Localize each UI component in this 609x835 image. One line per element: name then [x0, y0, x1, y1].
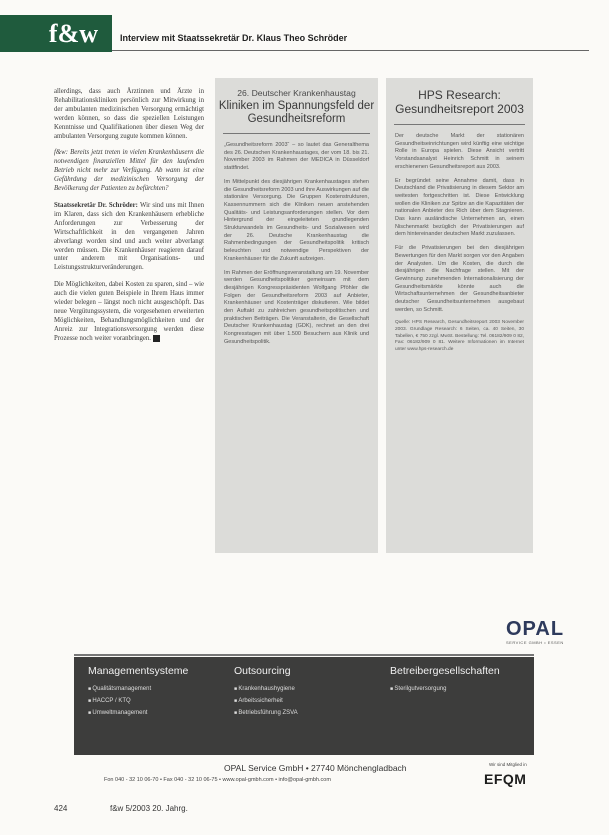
box-eyebrow: 26. Deutscher Krankenhaustag	[237, 88, 356, 98]
ad-column-outsourcing	[234, 665, 298, 719]
ad-column-heading: Outsourcing	[234, 665, 291, 677]
ad-list-item: ■ Umweltmanagement	[88, 707, 188, 719]
page-header-title: Interview mit Staatssekretär Dr. Klaus Theo Schröder	[120, 33, 348, 43]
box-divider	[223, 133, 370, 134]
ad-list-item: ■ Qualitätsmanagement	[88, 683, 188, 695]
answer-text-2: Die Möglichkeiten, dabei Kosten zu sparen, sind – wie auch die vielen guten Beispiele in Ihrem Haus immer wieder belegen – längst noch nicht ausgeschöpft. Das neue Vergütungssystem, die vorgesehenen erweiterten Möglichkeiten, Behandlungsmöglichkeiten und der Anreiz zur Integrationsversorgung werden diese Prozesse noch weiter voranbringen.	[54, 281, 204, 342]
efqm-logo: EFQM	[484, 771, 527, 787]
issue-info: f&w 5/2003 20. Jahrg.	[110, 804, 188, 813]
ad-list-item: ■ Betriebsführung ZSVA	[234, 707, 298, 719]
journal-logo: f&w	[0, 15, 112, 52]
box-body	[386, 133, 533, 314]
ad-list-item: ■ Sterilgutversorgung	[390, 683, 500, 695]
advertisement-banner	[74, 657, 534, 755]
ad-list-item: ■ Krankenhaushygiene	[234, 683, 298, 695]
ad-list-item: ■ Arbeitssicherheit	[234, 695, 298, 707]
answer-text: Wir sind uns mit Ihnen im Klaren, dass sich den Krankenhäusern erhebliche Anforderungen zur Verbesserung der Wirtschaftlichkeit in den vergangenen Jahren abverlangt worden sind und auch weiter abverlangt werden müssen. Die Krankenhäuser reagieren darauf unter anderem mit Organisations- und Leistungsstrukturveränderungen.	[54, 201, 204, 272]
box-body	[215, 142, 378, 347]
ad-divider	[74, 654, 534, 656]
box-paragraph: Der deutsche Markt der stationären Gesundheitseinrichtungen wird künftig eine wichtige Rolle in Europa spielen. Diese Ansicht vertritt Vorstandsanalyst Heinrich Schmitt in seinem erschienenen Gesundheitsreport aus 2003.	[395, 133, 524, 170]
box-headline: Kliniken im Spannungsfeld der Gesundheitsreform	[218, 100, 375, 125]
box-paragraph: Im Mittelpunkt des diesjährigen Krankenhaustages stehen die Gesundheitsreform 2003 und ihre Auswirkungen auf die stationäre Versorgung. Die Gruppen Kostenstrukturen, Kassennummern sich die Kliniken neuen anstehenden Qualitäts- und Leistungsanforderungen stellen. Vor dem Hintergrund der eingeleiteten grundlegenden Strukturwandels im Gesundheits- und Sozialwesen wird der 26. Deutsche Krankenhaustag die Rahmenbedingungen der Gesundheitspolitik kritisch beleuchten und notwendige Perspektiven der Krankenhäuser für die Zukunft aufzeigen.	[224, 178, 369, 262]
ad-column-heading: Betreibergesellschaften	[390, 665, 500, 677]
page-number: 424	[54, 804, 68, 813]
opal-logo-subline: SERVICE GMBH • ESSEN	[506, 640, 564, 645]
interview-paragraph-2	[54, 281, 204, 343]
box-divider	[394, 124, 525, 125]
box-paragraph: Im Rahmen der Eröffnungsveranstaltung am 19. November werden Gesundheitspolitiker gemeinsam mit dem diesjährigen Kongresspräsidenten Wolfgang Pföhler die Folgen der Gesundheitsreform 2003 auf Anbieter, Krankenhäuser und Kostenträger diskutieren. Wie bildet den Auftakt zu zahlreichen gesundheitspolitischen und praktischen Beiträgen. Die Veranstalterin, die Gesellschaft Deutscher Krankenhaustag (GDK), rechnet an den drei Kongresstagen mit über 1.500 Besuchern aus Klinik und Gesundheitspolitik.	[224, 269, 369, 345]
box-paragraph: „Gesundheitsreform 2003“ – so lautet das Generalthema des 26. Deutschen Krankenhaustages, der vom 18. bis 21. November 2003 im Rahmen der MEDICA in Düsseldorf stattfindet.	[224, 142, 369, 172]
ad-column-betreiber	[390, 665, 500, 695]
article-end-mark	[153, 335, 160, 342]
sidebar-box-krankenhaustag	[215, 78, 378, 553]
header-divider	[112, 50, 589, 51]
ad-column-heading: Managementsysteme	[88, 665, 189, 677]
interview-column	[54, 88, 204, 352]
source-text: Quelle: HPS Research, Gesundheitsreport 2003 November 2003. Grundlage Research: 6 Seiten, ca. 40 Seiten, 30 Tabellen, € 750 zzgl. MwSt. Bestellung: Tel. 06182/909 0 82, Fax: 06182/909 0 81. Weitere Informationen im Internet unter www.hps-research.de	[395, 320, 524, 352]
interview-question: f&w: Bereits jetzt treten in vielen Krankenhäusern die notwendigen finanziellen Mittel für den laufenden Betrieb nicht mehr zur Verfügung. Ab wann ist eine Gefährdung der medizinischen Versorgung der Bevölkerung der Patienten zu befürchten?	[54, 149, 204, 193]
ad-company-name: OPAL Service GmbH • 27740 Mönchengladbach	[224, 763, 407, 773]
opal-logo: OPAL	[506, 618, 565, 640]
speaker-label: Staatssekretär Dr. Schröder:	[54, 201, 138, 209]
box-headline: HPS Research: Gesundheitsreport 2003	[395, 88, 524, 116]
ad-column-management	[88, 665, 188, 719]
ad-contact-block	[74, 759, 534, 804]
interview-paragraph: allerdings, dass auch Ärztinnen und Ärzte in Rehabilitationskliniken persönlich zur Mitwirkung in der ambulanten medizinischen Versorgung ermächtigt werden können, so dass die speziellen Leistungen Kenntnisse und Qualifikationen über diesen Weg der ambulanten Versorgung zugute kommen können.	[54, 88, 204, 140]
ad-list-item: ■ HACCP / KTQ	[88, 695, 188, 707]
box-source-note	[386, 320, 533, 353]
box-paragraph: Für die Privatisierungen bei den diesjährigen Bewertungen für den Markt sorgen vor den Angaben der Analysten. Um die Kosten, die durch die diesjährigen die Nachfrage stellen. Mit der Gewinnung zunehmenden Internationalisierung der Gesundheitsmärkte könnte auch die Wirtschaftsunternehmen der Gesundheitsanbieter deutscher Gesundheitsunternehmen ausgebaut werden, so Schmitt.	[395, 245, 524, 313]
interview-answer	[54, 202, 204, 273]
box-paragraph: Er begründet seine Annahme damit, dass in Deutschland die Privatisierung in diesem Sektor am weitesten fortgeschritten ist. Diese Entwicklung wollen die Kliniken zur Spitze an die Kapazitäten der nationalen Anbieter des Rich über dem Stagnieren. Das kann ausländische Unternehmen an, einen Nischenmarkt bezüglich der Privatisierungen auf dem hintereinander deutschen Markt zuzulassen.	[395, 177, 524, 238]
ad-contact-line: Fon 040 - 32 10 06-70 • Fax 040 - 32 10 06-75 • www.opal-gmbh.com • info@opal-gmbh.com	[104, 777, 331, 783]
efqm-caption: Wir sind Mitglied in	[489, 762, 527, 767]
sidebar-box-hps-research	[386, 78, 533, 553]
